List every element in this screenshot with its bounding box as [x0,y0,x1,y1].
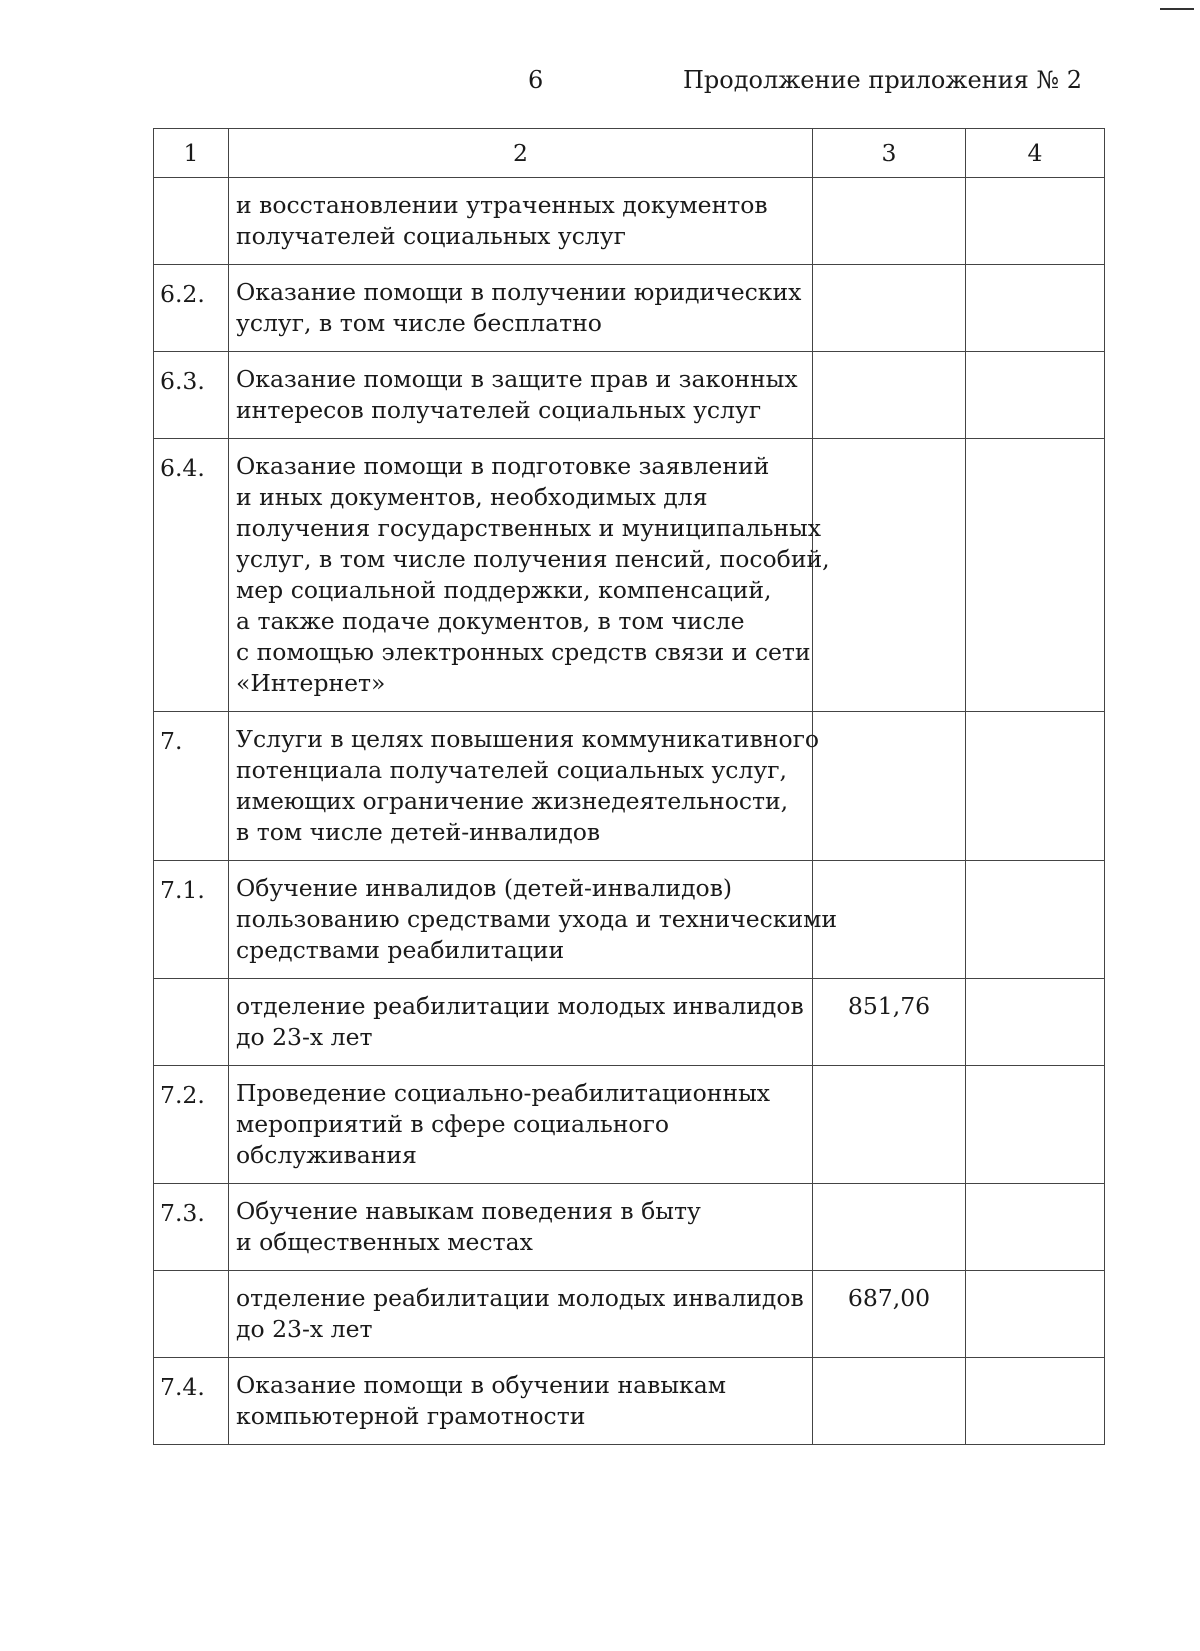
service-description-cell [229,861,838,979]
column-header: 2 [229,129,813,178]
description-line: Услуги в целях повышения коммуникативного [236,725,820,753]
table-row [154,861,1105,979]
description-line: средствами реабилитации [236,936,565,964]
row-number-cell: 7.3. [154,1184,229,1271]
column-header: 4 [966,129,1105,178]
column-4-cell [966,979,1105,1066]
table-row [154,1358,1105,1445]
tariff-value-cell: 687,00 [813,1271,966,1358]
column-4-cell [966,1358,1105,1445]
description-line: «Интернет» [236,669,386,697]
table-header-row [154,129,1105,178]
description-line: и восстановлении утраченных документов [236,191,768,219]
description-line: до 23-х лет [236,1315,373,1343]
tariff-value-cell: 851,76 [813,979,966,1066]
row-number-cell [154,1271,229,1358]
row-number-cell: 7. [154,712,229,861]
tariff-value-cell [813,1358,966,1445]
column-4-cell [966,439,1105,712]
description-line: а также подаче документов, в том числе [236,607,745,635]
tariff-value-cell [813,712,966,861]
description-line: услуг, в том числе получения пенсий, пособий, [236,545,830,573]
description-line: имеющих ограничение жизнедеятельности, [236,787,789,815]
table-row [154,1066,1105,1184]
table-row [154,1271,1105,1358]
service-description-cell [229,265,813,352]
table-row [154,439,1105,712]
service-description-cell [229,1358,813,1445]
table-row [154,352,1105,439]
tariff-value-cell [813,439,966,712]
column-4-cell [966,265,1105,352]
services-table [153,128,1105,1445]
table-row [154,265,1105,352]
corner-mark [1160,8,1194,10]
description-line: Оказание помощи в защите прав и законных [236,365,798,393]
description-line: получения государственных и муниципальных [236,514,822,542]
description-line: интересов получателей социальных услуг [236,396,762,424]
row-number-cell: 7.2. [154,1066,229,1184]
tariff-value-cell [813,1184,966,1271]
row-number-cell: 7.4. [154,1358,229,1445]
description-line: Обучение инвалидов (детей-инвалидов) [236,874,733,902]
description-line: в том числе детей-инвалидов [236,818,601,846]
service-description-cell [229,352,813,439]
description-line: компьютерной грамотности [236,1402,586,1430]
table-body [154,129,1105,1445]
description-line: потенциала получателей социальных услуг, [236,756,787,784]
column-header: 3 [813,129,966,178]
description-line: мер социальной поддержки, компенсаций, [236,576,772,604]
column-4-cell [966,1066,1105,1184]
description-line: и общественных местах [236,1228,533,1256]
table-row [154,178,1105,265]
description-line: Проведение социально-реабилитационных [236,1079,771,1107]
description-line: и иных документов, необходимых для [236,483,708,511]
column-4-cell [966,712,1105,861]
service-description-cell [229,1271,813,1358]
row-number-cell: 7.1. [154,861,229,979]
table-row [154,712,1105,861]
description-line: с помощью электронных средств связи и сети [236,638,811,666]
description-line: Оказание помощи в получении юридических [236,278,802,306]
description-line: отделение реабилитации молодых инвалидов [236,1284,804,1312]
description-line: обслуживания [236,1141,417,1169]
service-description-cell [229,1066,813,1184]
description-line: пользованию средствами ухода и техническими [236,905,838,933]
description-line: отделение реабилитации молодых инвалидов [236,992,804,1020]
service-description-cell [229,439,830,712]
column-4-cell [966,352,1105,439]
row-number-cell: 6.3. [154,352,229,439]
description-line: получателей социальных услуг [236,222,626,250]
row-number-cell [154,979,229,1066]
column-4-cell [966,1184,1105,1271]
service-description-cell [229,712,820,861]
row-number-cell [154,178,229,265]
service-description-cell [229,178,813,265]
description-line: мероприятий в сфере социального [236,1110,670,1138]
description-line: услуг, в том числе бесплатно [236,309,602,337]
tariff-value-cell [813,265,966,352]
description-line: Оказание помощи в обучении навыкам [236,1371,727,1399]
tariff-value-cell [813,178,966,265]
column-4-cell [966,861,1105,979]
appendix-continuation-note: Продолжение приложения № 2 [683,66,1083,94]
column-header: 1 [154,129,229,178]
column-4-cell [966,1271,1105,1358]
table-row [154,979,1105,1066]
description-line: до 23-х лет [236,1023,373,1051]
tariff-value-cell [813,1066,966,1184]
table-row [154,1184,1105,1271]
row-number-cell: 6.4. [154,439,229,712]
description-line: Оказание помощи в подготовке заявлений [236,452,770,480]
row-number-cell: 6.2. [154,265,229,352]
service-description-cell [229,1184,813,1271]
service-description-cell [229,979,813,1066]
page-number: 6 [528,66,544,94]
column-4-cell [966,178,1105,265]
tariff-value-cell [813,352,966,439]
description-line: Обучение навыкам поведения в быту [236,1197,701,1225]
